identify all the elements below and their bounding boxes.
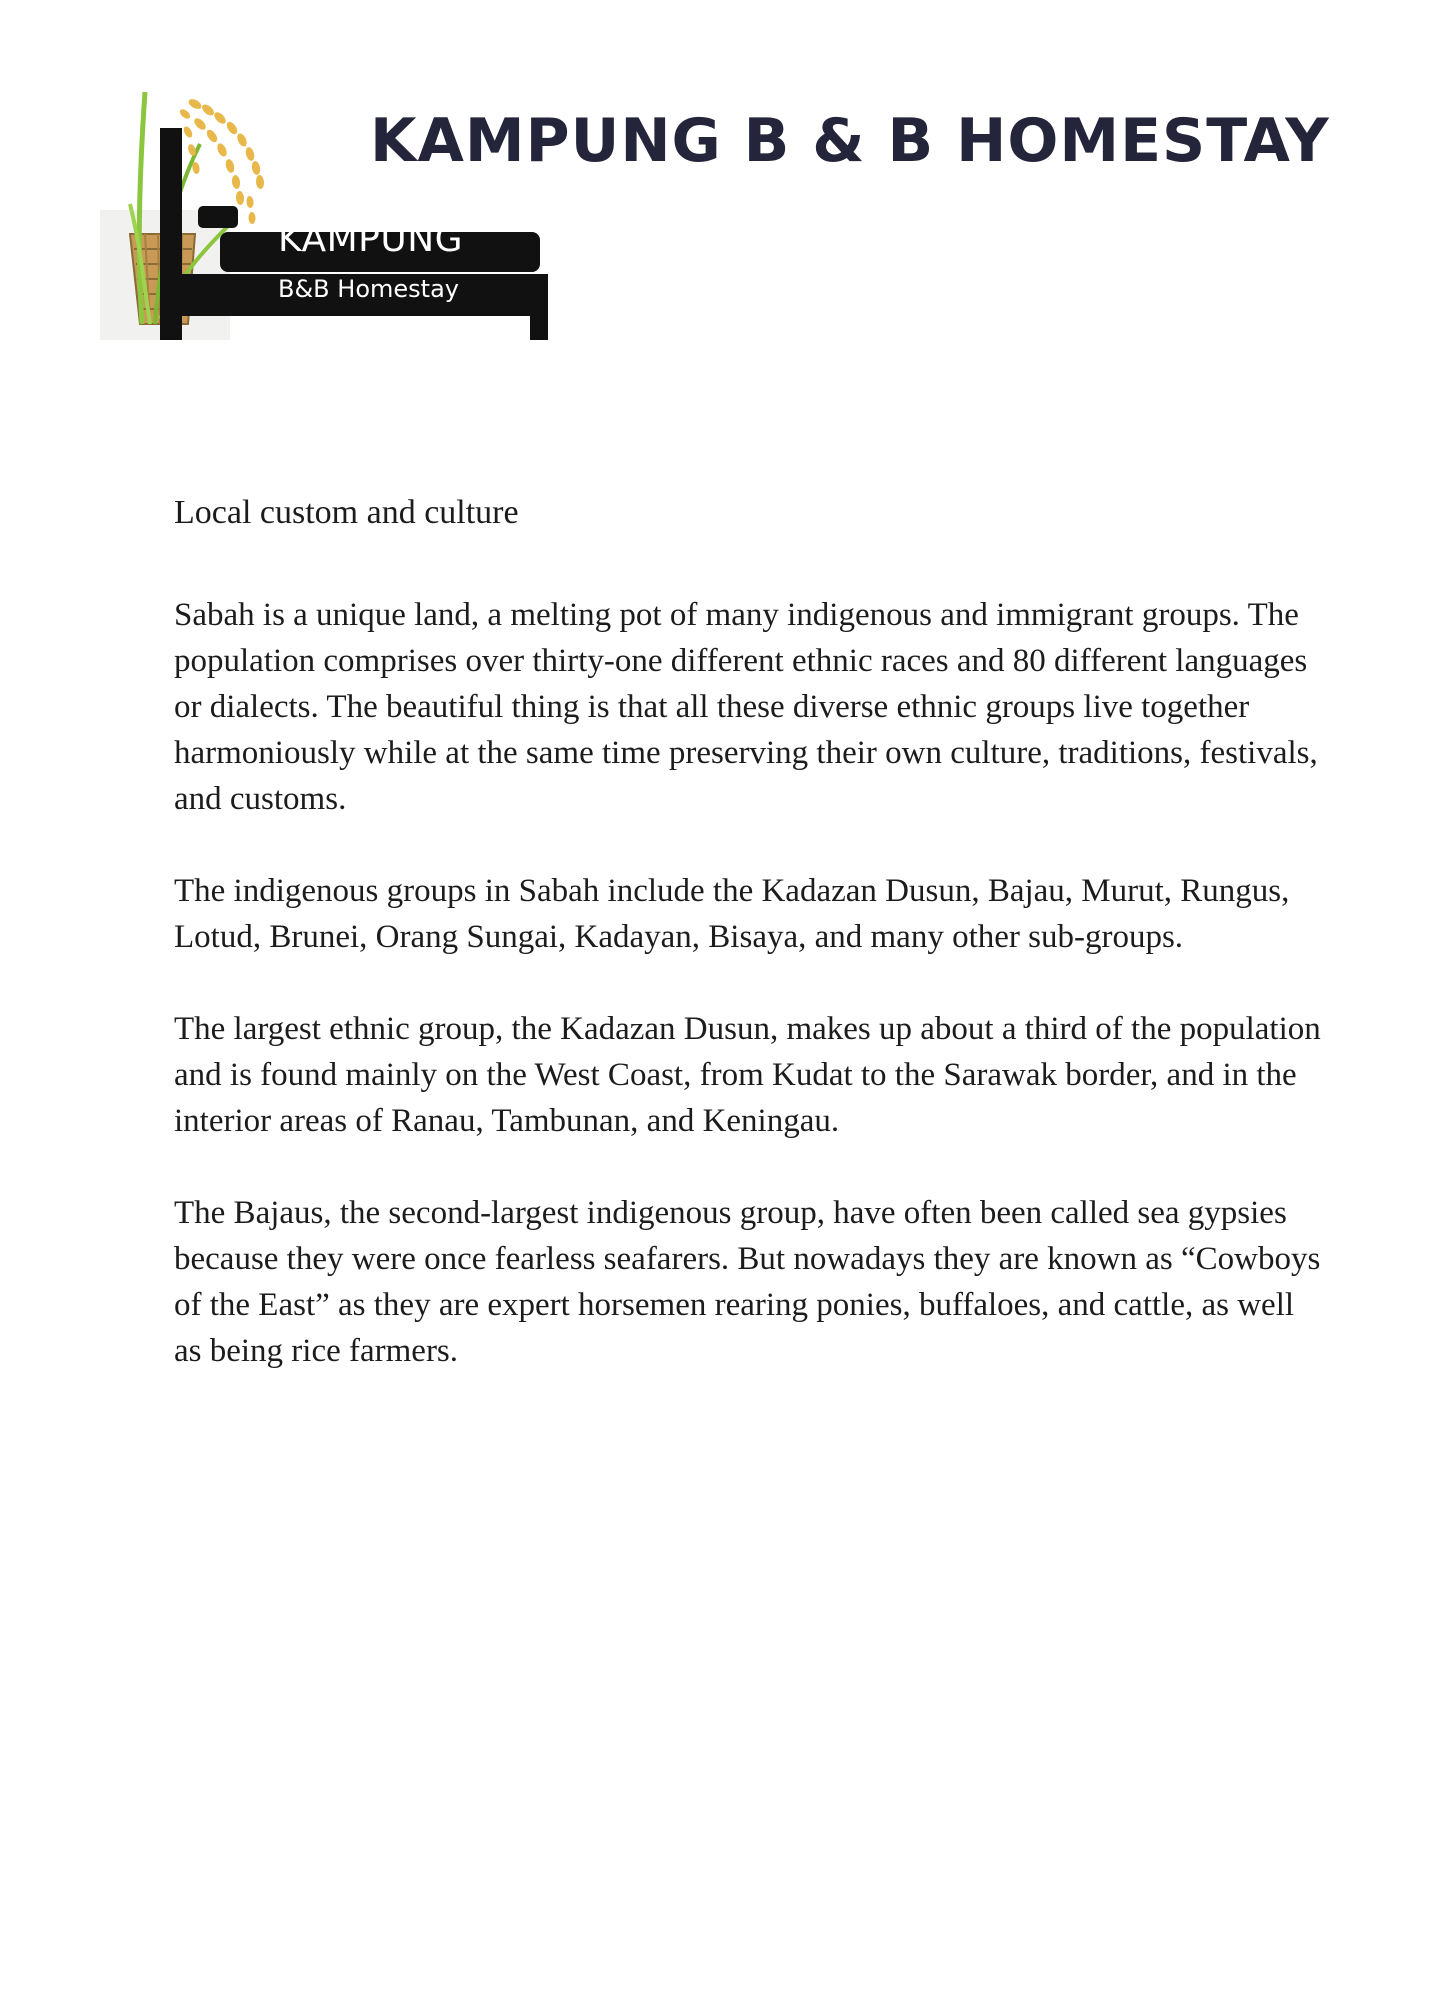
logo-main-text: KAMPUNG	[278, 219, 464, 260]
logo-sub-text: B&B Homestay	[278, 275, 459, 303]
paragraph-intro: Sabah is a unique land, a melting pot of many indigenous and immigrant groups. The population comprises over thirty-one different ethnic races and 80 different languages or dialects. The beautiful thing is that all these diverse ethnic groups live together harmoniously while at the same time preserving their own culture, traditions, festivals, and customs.	[174, 597, 1318, 817]
page-title: KAMPUNG B & B HOMESTAY	[370, 106, 1330, 176]
paragraph-indigenous-groups: The indigenous groups in Sabah include the Kadazan Dusun, Bajau, Murut, Rungus, Lotud, Brunei, Orang Sungai, Kadayan, Bisaya, and many other sub-groups.	[174, 873, 1290, 955]
article-body	[174, 490, 1324, 1420]
paragraph-bajaus: The Bajaus, the second-largest indigenous group, have often been called sea gypsies because they were once fearless seafarers. But nowadays they are known as “Cowboys of the East” as they are expert horsemen rearing ponies, buffaloes, and cattle, as well as being rice farmers.	[174, 1195, 1321, 1369]
paragraph-kadazan-dusun: The largest ethnic group, the Kadazan Dusun, makes up about a third of the population and is found mainly on the West Coast, from Kudat to the Sarawak border, and in the interior areas of Ranau, Tambunan, and Keningau.	[174, 1011, 1321, 1139]
section-heading: Local custom and culture	[174, 494, 519, 531]
